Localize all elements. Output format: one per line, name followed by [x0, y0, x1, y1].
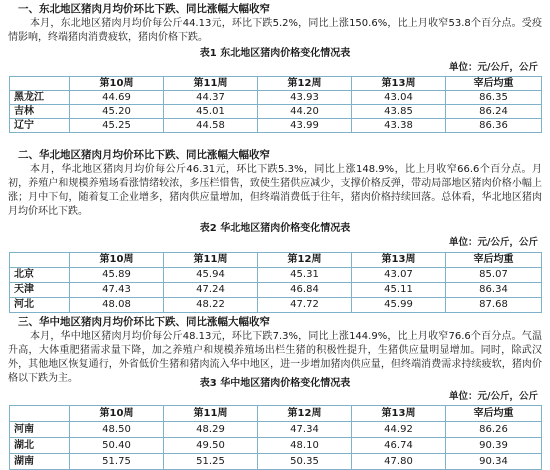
price-cell: 45.99 [352, 298, 446, 313]
column-header: 第10周 [70, 406, 164, 422]
price-cell: 45.94 [164, 268, 258, 283]
price-cell: 48.08 [70, 298, 164, 313]
table-row [10, 283, 542, 298]
weight-cell: 90.34 [446, 454, 542, 470]
region-cell: 湖北 [10, 438, 70, 454]
price-cell: 45.89 [70, 268, 164, 283]
price-cell: 46.74 [352, 438, 446, 454]
region-cell: 北京 [10, 268, 70, 283]
weight-cell: 86.24 [446, 105, 542, 119]
price-cell: 45.31 [258, 268, 352, 283]
region-cell: 黑龙江 [10, 91, 70, 105]
table-row [10, 298, 542, 313]
table-row [10, 119, 542, 133]
weight-cell: 85.07 [446, 268, 542, 283]
price-cell: 51.75 [70, 454, 164, 470]
table-corner-cell [10, 253, 70, 268]
price-cell: 45.25 [70, 119, 164, 133]
price-cell: 44.20 [258, 105, 352, 119]
table-3-unit: 单位：元/公斤，公斤 [449, 391, 538, 402]
price-cell: 48.22 [164, 298, 258, 313]
table-row [10, 105, 542, 119]
table-header-row [10, 406, 542, 422]
price-cell: 44.69 [70, 91, 164, 105]
section-3-paragraph: 本月，华中地区猪肉月均价每公斤48.13元，环比下跌7.3%，同比上涨144.9%，比上月收窄76.6个百分点。气温升高，大体重肥猪需求量下降，加之养殖户和规模养殖场出栏生猪的积极性提升，生猪供应量明显增加。同时，除武汉外，其他地区恢复通行，外省低价生猪和猪肉流入华中地区，进一步增加猪肉供应量，但终端消费需求持续疲软，猪肉价格以下跌为主。 [8, 331, 542, 384]
price-cell: 43.93 [258, 91, 352, 105]
column-header: 第12周 [258, 77, 352, 91]
weight-cell: 86.26 [446, 422, 542, 438]
price-cell: 45.11 [352, 283, 446, 298]
column-header: 第10周 [70, 253, 164, 268]
price-cell: 43.04 [352, 91, 446, 105]
column-header: 第11周 [164, 77, 258, 91]
section-1-paragraph: 本月，东北地区猪肉月均价每公斤44.13元，环比下跌5.2%，同比上涨150.6%，比上月收窄53.8个百分点。受疫情影响，终端猪肉消费疲软，猪肉价格下跌。 [8, 18, 542, 43]
column-header: 第10周 [70, 77, 164, 91]
price-cell: 43.85 [352, 105, 446, 119]
price-cell: 43.38 [352, 119, 446, 133]
column-header: 第13周 [352, 77, 446, 91]
price-cell: 45.01 [164, 105, 258, 119]
region-cell: 天津 [10, 283, 70, 298]
table-corner-cell [10, 406, 70, 422]
column-header: 第12周 [258, 253, 352, 268]
price-cell: 50.35 [258, 454, 352, 470]
price-cell: 46.84 [258, 283, 352, 298]
table-row [10, 454, 542, 470]
weight-cell: 87.68 [446, 298, 542, 313]
price-cell: 48.50 [70, 422, 164, 438]
column-header: 第13周 [352, 406, 446, 422]
column-header: 宰后均重 [446, 77, 542, 91]
table-header-row [10, 253, 542, 268]
table-corner-cell [10, 77, 70, 91]
price-cell: 48.10 [258, 438, 352, 454]
table-2-unit: 单位：元/公斤，公斤 [449, 237, 538, 248]
table-3-caption: 表3 华中地区猪肉价格变化情况表 [199, 378, 351, 389]
section-2-paragraph: 本月，华北地区猪肉月均价每公斤46.31元，环比下跌5.3%，同比上涨148.9%，比上月收窄66.6个百分点。月初，养殖户和规模养殖场看涨情绪较浓，多压栏惜售，致使生猪供应减少，支撑价格反弹，带动局部地区猪肉价格小幅上涨；月中下旬，随着复工企业增多，猪肉供应量增加，但终端消费低于往年，猪肉价格持续回落。总体看，华北地区猪肉月均价环比下跌。 [8, 164, 542, 217]
table-1-caption: 表1 东北地区猪肉价格变化情况表 [199, 48, 351, 59]
region-cell: 辽宁 [10, 119, 70, 133]
region-cell: 吉林 [10, 105, 70, 119]
weight-cell: 86.35 [446, 91, 542, 105]
column-header: 宰后均重 [446, 253, 542, 268]
region-cell: 湖南 [10, 454, 70, 470]
price-cell: 49.50 [164, 438, 258, 454]
price-cell: 51.25 [164, 454, 258, 470]
section-1-heading: 一、东北地区猪肉月均价环比下跌、同比涨幅大幅收窄 [18, 3, 270, 15]
column-header: 第11周 [164, 406, 258, 422]
table-row [10, 438, 542, 454]
weight-cell: 86.36 [446, 119, 542, 133]
region-cell: 河南 [10, 422, 70, 438]
price-cell: 44.37 [164, 91, 258, 105]
price-cell: 48.29 [164, 422, 258, 438]
table-header-row [10, 77, 542, 91]
region-cell: 河北 [10, 298, 70, 313]
section-2-heading: 二、华北地区猪肉月均价环比下跌、同比涨幅大幅收窄 [18, 149, 270, 161]
price-cell: 47.43 [70, 283, 164, 298]
table-row [10, 91, 542, 105]
column-header: 第13周 [352, 253, 446, 268]
weight-cell: 90.39 [446, 438, 542, 454]
column-header: 第12周 [258, 406, 352, 422]
table-1-unit: 单位：元/公斤，公斤 [449, 62, 538, 73]
price-cell: 43.07 [352, 268, 446, 283]
table-row [10, 422, 542, 438]
table-2-caption: 表2 华北地区猪肉价格变化情况表 [199, 223, 351, 234]
table-row [10, 268, 542, 283]
weight-cell: 86.34 [446, 283, 542, 298]
price-cell: 47.24 [164, 283, 258, 298]
price-cell: 47.80 [352, 454, 446, 470]
table-1 [9, 76, 542, 133]
table-2 [9, 252, 542, 313]
section-3-heading: 三、华中地区猪肉月均价环比下跌、同比涨幅大幅收窄 [18, 316, 270, 328]
column-header: 宰后均重 [446, 406, 542, 422]
price-cell: 47.34 [258, 422, 352, 438]
table-3 [9, 405, 542, 470]
price-cell: 44.58 [164, 119, 258, 133]
price-cell: 43.99 [258, 119, 352, 133]
price-cell: 44.92 [352, 422, 446, 438]
price-cell: 50.40 [70, 438, 164, 454]
price-cell: 47.72 [258, 298, 352, 313]
column-header: 第11周 [164, 253, 258, 268]
price-cell: 45.20 [70, 105, 164, 119]
